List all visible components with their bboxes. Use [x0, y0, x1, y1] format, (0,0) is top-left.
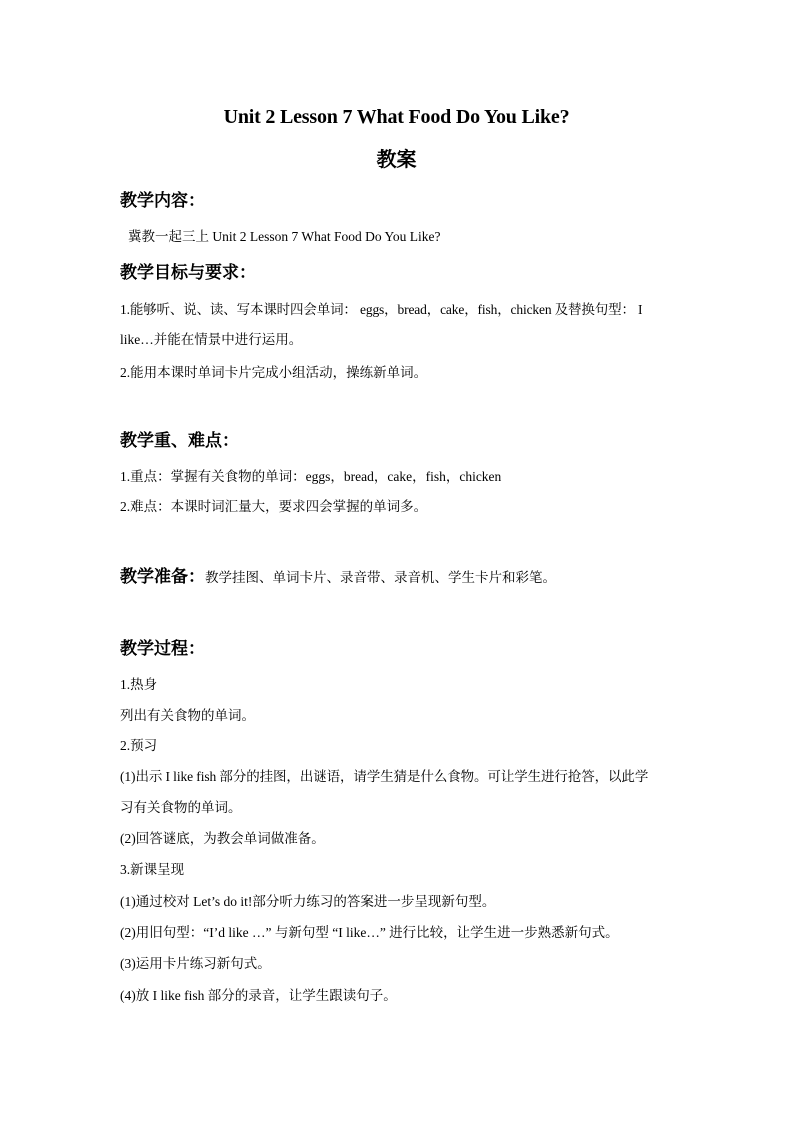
process-step2-title: 2.预习 [120, 738, 158, 753]
process-step3-title: 3.新课呈现 [120, 862, 185, 877]
process-step3-item1: (1)通过校对 Let’s do it!部分听力练习的答案进一步呈现新句型。 [120, 894, 496, 909]
content-text: 冀教一起三上 Unit 2 Lesson 7 What Food Do You Like? [128, 229, 441, 244]
heading-key-points: 教学重、难点： [120, 431, 239, 451]
preparation-block [120, 566, 556, 589]
process-step2-item2: (2)回答谜底，为教会单词做准备。 [120, 831, 325, 846]
key-points-line-1: 1.重点：掌握有关食物的单词：eggs，bread，cake，fish，chicken [120, 469, 502, 484]
heading-content: 教学内容： [120, 191, 205, 211]
heading-goals: 教学目标与要求： [120, 263, 256, 283]
heading-preparation: 教学准备： [120, 567, 205, 587]
goals-line-2: 2.能用本课时单词卡片完成小组活动，操练新单词。 [120, 365, 428, 380]
process-step3-item2: (2)用旧句型：“I’d like …” 与新句型 “I like…” 进行比较，让学生进一步熟悉新句式。 [120, 925, 619, 940]
goals-line-1: 1.能够听、说、读、写本课时四会单词： eggs，bread，cake，fish，chicken 及替换句型： I [120, 302, 643, 317]
process-step3-item3: (3)运用卡片练习新句式。 [120, 956, 271, 971]
document-title-zh: 教案 [376, 147, 417, 171]
process-step2-item1-cont: 习有关食物的单词。 [120, 800, 242, 815]
document-title-en: Unit 2 Lesson 7 What Food Do You Like? [223, 106, 570, 128]
process-step3-item4: (4)放 I like fish 部分的录音，让学生跟读句子。 [120, 988, 397, 1003]
key-points-line-2: 2.难点：本课时词汇量大，要求四会掌握的单词多。 [120, 499, 428, 514]
heading-process: 教学过程： [120, 639, 205, 659]
preparation-text: 教学挂图、单词卡片、录音带、录音机、学生卡片和彩笔。 [205, 570, 556, 585]
process-step1-text: 列出有关食物的单词。 [120, 708, 255, 723]
process-step1-title: 1.热身 [120, 677, 158, 692]
goals-line-1-cont: like…并能在情景中进行运用。 [120, 332, 303, 347]
process-step2-item1: (1)出示 I like fish 部分的挂图，出谜语，请学生猜是什么食物。可让学生进行抢答，以此学 [120, 769, 649, 784]
